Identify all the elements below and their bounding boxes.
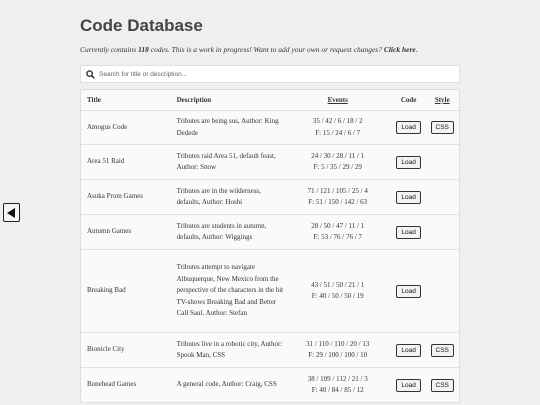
column-title[interactable]: Title [81,90,171,111]
row-code [392,145,426,180]
click-here-link[interactable]: Click here [383,45,416,54]
row-events [284,333,392,368]
row-events [284,145,392,180]
row-style [425,250,459,333]
page-subtitle: Currently contains 118 codes. This is a work in progress! Want to add your own or request changes? Click here. [80,45,418,54]
row-code [392,250,426,333]
row-description: Tributes raid Area 51, default feast, Author: Snow [171,145,284,180]
code-table [80,89,460,403]
row-events [284,368,392,403]
row-style [425,333,459,368]
row-code [392,180,426,215]
events-feast-counts: F: 5 / 35 / 29 / 29 [313,163,362,171]
search-input[interactable] [95,71,439,78]
load-button[interactable]: Load [396,191,420,204]
row-title: Autumn Games [81,215,171,250]
row-description: A general code, Author: Craig, CSS [171,368,284,403]
row-description: Tributes attempt to navigate Albuquerque, New Mexico from the perspective of the characters in the hit TV-shows Breaking Bad and Better Call Saul. Author: Stefan [171,250,284,333]
row-title: Area 51 Raid [81,145,171,180]
column-style[interactable]: Style [425,90,459,111]
events-feast-counts: F: 29 / 100 / 100 / 10 [308,351,368,359]
table-row [81,368,460,403]
events-counts: 24 / 30 / 28 / 11 / 1 [311,151,365,160]
load-button[interactable]: Load [396,344,420,357]
css-button[interactable]: CSS [431,344,454,357]
row-events [284,180,392,215]
back-button[interactable] [3,203,20,222]
row-description: Tributes are being sus, Author: King Dedede [171,111,284,145]
events-counts: 43 / 51 / 50 / 21 / 1 [311,280,365,289]
events-counts: 38 / 109 / 112 / 21 / 3 [307,374,368,383]
table-row [81,215,460,250]
events-feast-counts: F: 15 / 24 / 6 / 7 [315,128,361,137]
load-button[interactable]: Load [396,156,420,169]
row-events [284,215,392,250]
row-code [392,111,426,145]
row-events [284,111,392,145]
row-style [425,180,459,215]
load-button[interactable]: Load [396,379,420,392]
table-body [81,111,460,403]
load-button[interactable]: Load [396,121,420,134]
table-row [81,145,460,180]
table-header-row [81,90,460,111]
column-events[interactable]: Events [284,90,392,111]
arrow-left-icon [7,208,15,218]
css-button[interactable]: CSS [431,379,454,392]
page-title: Code Database [80,16,203,35]
row-code [392,215,426,250]
events-counts: 35 / 42 / 6 / 18 / 2 [312,117,363,125]
code-count: 118 [138,45,149,54]
load-button[interactable]: Load [396,285,420,298]
table-row [81,180,460,215]
row-title: Breaking Bad [81,250,171,333]
events-counts: 28 / 50 / 47 / 11 / 1 [311,221,365,230]
events-feast-counts: F: 51 / 150 / 142 / 63 [308,198,368,206]
row-title: Asuka Prom Games [81,180,171,215]
row-description: Tributes live in a robotic city, Author: Spook Man, CSS [171,333,284,368]
column-description[interactable]: Description [171,90,284,111]
row-style [425,111,459,145]
load-button[interactable]: Load [396,226,420,239]
events-feast-counts: F: 40 / 84 / 85 / 12 [311,386,364,394]
row-title: Bionicle City [81,333,171,368]
row-code [392,333,426,368]
row-code [392,368,426,403]
events-counts: 71 / 121 / 105 / 25 / 4 [307,186,368,195]
row-style [425,368,459,403]
events-feast-counts: F: 53 / 76 / 76 / 7 [313,233,362,241]
row-title: Bonehead Games [81,368,171,403]
search-bar[interactable] [80,65,460,83]
search-icon [86,70,95,79]
row-style [425,215,459,250]
table-row [81,333,460,368]
css-button[interactable]: CSS [431,121,454,134]
table-row [81,250,460,333]
table-row [81,111,460,145]
events-counts: 31 / 110 / 110 / 20 / 13 [306,339,370,348]
row-description: Tributes are students in autumn, defaults, Author: Wiggings [171,215,284,250]
row-events [284,250,392,333]
column-code: Code [392,90,426,111]
events-feast-counts: F: 40 / 50 / 50 / 19 [311,292,364,300]
row-title: Amogus Code [81,111,171,145]
row-style [425,145,459,180]
row-description: Tributes are in the wilderness, defaults, Author: Hoshi [171,180,284,215]
